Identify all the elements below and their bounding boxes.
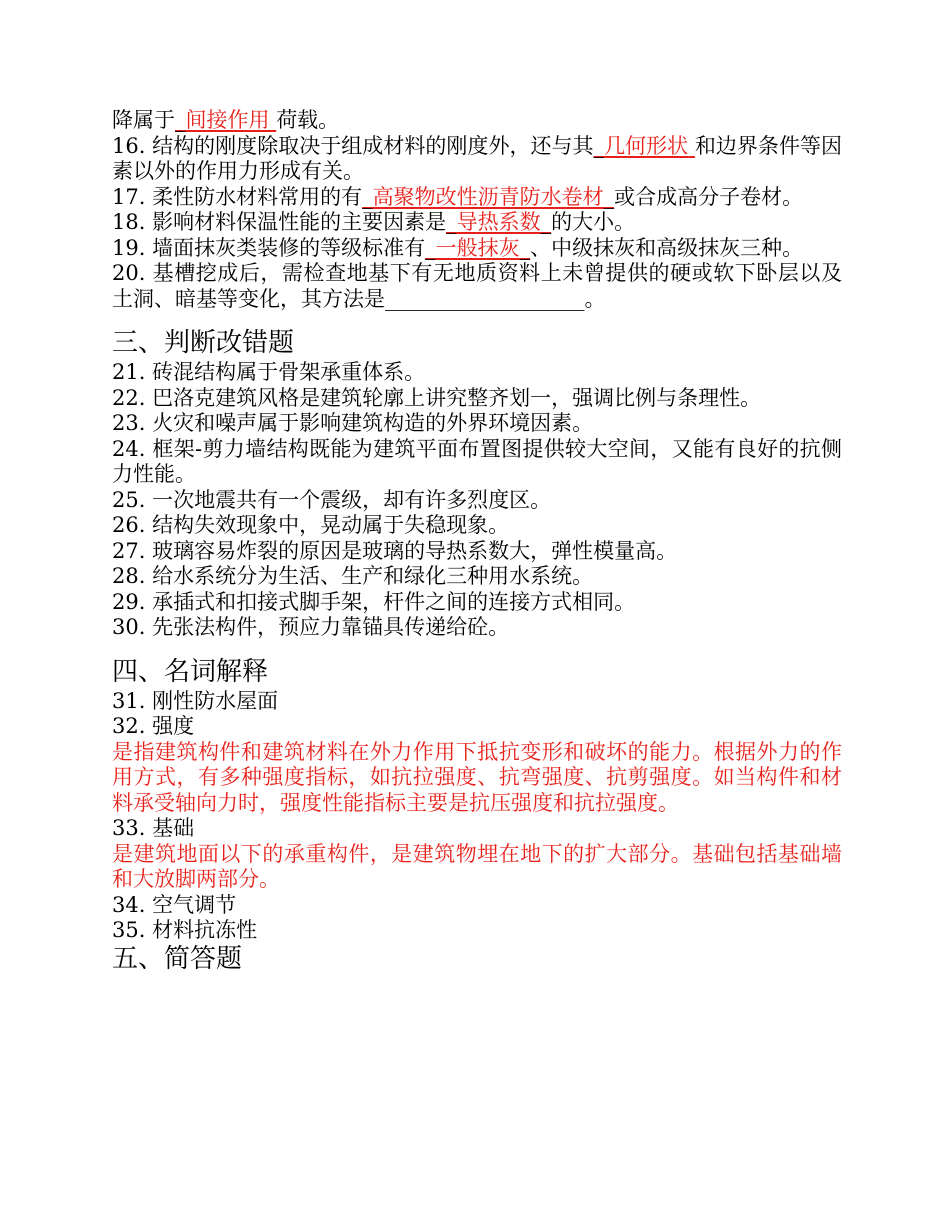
section-title-terms: 四、名词解释 (112, 656, 269, 687)
question-16: 16. 结构的刚度除取决于组成材料的刚度外，还与其_几何形状 和边界条件等因素以外的作用力形成有关。 (112, 133, 842, 183)
term-33: 33. 基础 (112, 816, 195, 840)
question-15-tail (112, 108, 842, 134)
term-31: 31. 刚性防水屋面 (112, 688, 279, 713)
term-32: 32. 强度 (112, 714, 195, 738)
list-item: 25. 一次地震共有一个震级，却有许多烈度区。 (112, 487, 552, 512)
list-item: 23. 火灾和噪声属于影响建筑构造的外界环境因素。 (112, 411, 594, 435)
question-18: 18. 影响材料保温性能的主要因素是_导热系数_的大小。 (112, 210, 636, 234)
list-item: 26. 结构失效现象中，晃动属于失稳现象。 (112, 513, 510, 537)
section-title-judgement: 三、判断改错题 (112, 328, 295, 358)
question-17: 17. 柔性防水材料常用的有_高聚物改性沥青防水卷材_或合成高分子卷材。 (112, 184, 804, 209)
question-text: 荷载。 (276, 108, 340, 132)
question-20: 20. 基槽挖成后，需检查地基下有无地质资料上未曾提供的硬或软下卧层以及土洞、暗基等变化，其方法是___________________。 (112, 261, 842, 311)
fill-in-answer: 一般抹灰 (435, 235, 520, 260)
list-item: 29. 承插式和扣接式脚手架，杆件之间的连接方式相同。 (112, 589, 636, 614)
document-page (112, 108, 842, 976)
answer-blank: _高聚物改性沥青防水卷材_ (362, 184, 615, 209)
term-34: 34. 空气调节 (112, 892, 237, 917)
list-item: 30. 先张法构件，预应力靠锚具传递给砼。 (112, 615, 510, 639)
list-item: 24. 框架-剪力墙结构既能为建筑平面布置图提供较大空间，又能有良好的抗侧力性能。 (112, 436, 842, 486)
list-item: 27. 玻璃容易炸裂的原因是玻璃的导热系数大，弹性模量高。 (112, 538, 678, 563)
question-text: 降属于 (112, 108, 175, 132)
answer-blank: _几何形状 (593, 133, 689, 158)
list-item: 21. 砖混结构属于骨架承重体系。 (112, 360, 426, 384)
fill-in-answer: 间接作用 (185, 108, 270, 132)
answer-blank: _一般抹灰_ (425, 235, 531, 260)
answer-33: 是建筑地面以下的承重构件，是建筑物埋在地下的扩大部分。基础包括基础墙和大放脚两部分。 (112, 841, 842, 891)
list-item: 22. 巴洛克建筑风格是建筑轮廓上讲究整齐划一，强调比例与条理性。 (112, 385, 762, 410)
fill-in-answer: 高聚物改性沥青防水卷材 (372, 184, 604, 209)
fill-in-answer: 导热系数 (456, 210, 541, 234)
answer-32: 是指建筑构件和建筑材料在外力作用下抵抗变形和破坏的能力。根据外力的作用方式，有多种强度指标，如抗拉强度、抗弯强度、抗剪强度。如当构件和材料承受轴向力时，强度性能指标主要是抗压强度和抗拉强度。 (112, 739, 842, 815)
question-19: 19. 墙面抹灰类装修的等级标准有_一般抹灰_、中级抹灰和高级抹灰三种。 (112, 235, 804, 260)
answer-blank: _间接作用 (175, 108, 270, 132)
fill-in-answer: 几何形状 (604, 133, 689, 158)
section-title-short-answer: 五、简答题 (112, 943, 243, 974)
answer-blank: _导热系数_ (446, 210, 552, 234)
list-item: 28. 给水系统分为生活、生产和绿化三种用水系统。 (112, 564, 594, 588)
term-35: 35. 材料抗冻性 (112, 918, 258, 942)
